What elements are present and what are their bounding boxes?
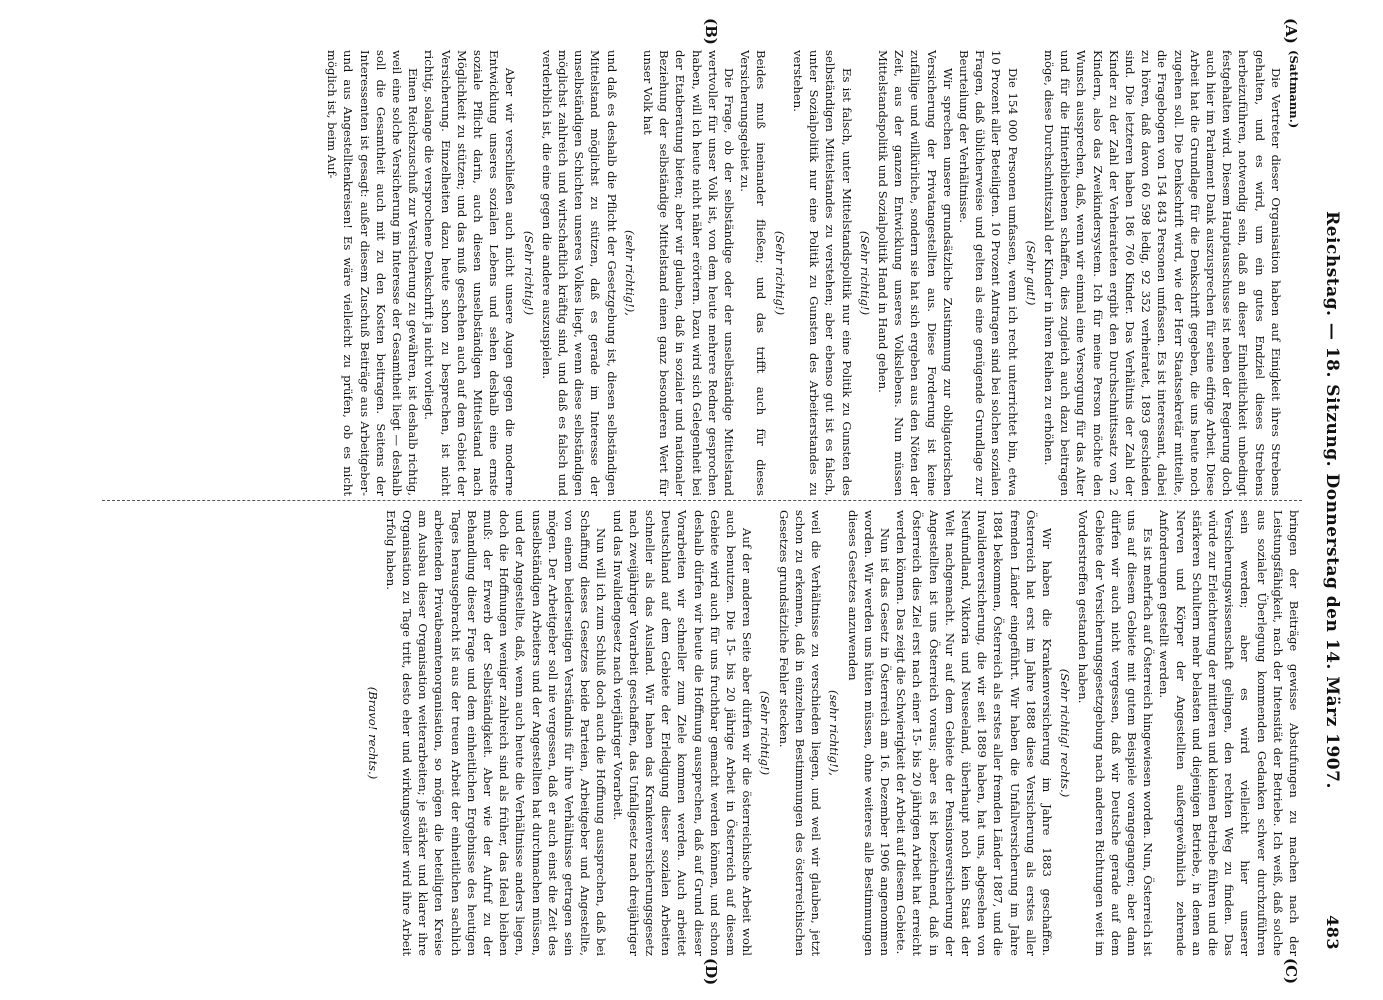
document-page — [60, 0, 1360, 1000]
interjection: (Sehr gut!) — [1023, 240, 1038, 306]
interjection: (Sehr richtig!) — [758, 690, 773, 776]
paragraph: Nun will ich zum Schluß doch auch die Hoffnung aussprechen, daß bei Schaffung dieses Gesetzes beide Parteien, Arbeitgeber und Angestellte, von einem beiderseitigen Verständnis für ihre Verhältnisse getragen sein mögen. Der Arbeitgeber soll nie vergessen, daß er auch einst die Zeit des unselbständigen Arbeiters und der Angestellten hat durchmachen müssen, und der Angestellte, daß, wenn auch heute die Verhältnisse anders liegen, doch die Hoffnungen weniger zahlreich sind als früher, das Ideal bleiben muß: der Erwerb der Selbständigkeit. Aber wie der Aufruf zu der Behandlung dieser Frage und dem einheitlichen Ergebnisse des heutigen Tages herausgebracht ist aus der treuen Arbeit der einheitlichen sachlich arbeitenden Privatbeamtenorganisation, so mögen die beteiligten Kreise am Ausbau dieser Organisation weiterarbeiten; je stärker und klarer ihre Organisation zu Tage tritt, desto eher und wirkungsvoller wird ihre Arbeit Erfolg haben. — [383, 510, 609, 956]
paragraph: Beides muß ineinander fließen; und das trifft auch für dieses Versicherungsgebiet zu. — [738, 50, 769, 496]
left-column — [324, 50, 1302, 496]
closing-interjection: (Bravo! rechts.) — [365, 686, 380, 780]
paragraph: Einen Reichszuschuß zur Versicherung zu gewähren, ist deshalb richtig, weil eine solche Versicherung im Interesse der Gesamtheit liegt — deshalb soll die Gesamtheit auch mit zu den Kosten beitragen. Seitens der Interessenten ist gesagt: außer diesem Zuschuß Beiträge aus Arbeitgeber- und aus Angestelltenkreisen! Es wäre vielleicht zu prüfen, ob es nicht möglich ist, beim Auf- — [325, 50, 421, 496]
paragraph: Es ist falsch, unter Mittelstandspolitik nur eine Politik zu Gunsten des selbständigen Mittelstandes zu verstehen; aber ebenso gut ist es falsch, unter Sozialpolitik nur eine Politik zu Gunsten des Arbeiterstandes zu verstehen. — [790, 50, 854, 496]
interjection: (sehr richtig!), — [827, 690, 842, 776]
interjection: (Sehr richtig! rechts.) — [1058, 668, 1073, 798]
interjection: (Sehr richtig!) — [857, 230, 872, 316]
column-divider — [102, 500, 1302, 501]
paragraph: und daß es deshalb die Pflicht der Gesetzgebung ist, diesen selbständigen Mittelstand möglichst zu stützen, daß es gerade im Interesse der unselbständigen Schichten unseres Volkes liegt, wenn diese selbständigen möglichst zahlreich und wirtschaftlich kräftig sind, und daß es falsch und verderblich ist, die eine gegen die andere auszuspielen. — [539, 50, 619, 496]
speaker-name: (Sattmann.) — [1287, 50, 1301, 129]
paragraph: Aber wir verschließen auch nicht unsere Augen gegen die moderne Entwicklung unseres sozialen Lebens und sehen deshalb eine ernste soziale Pflicht darin, auch diesen unselbständigen Mittelstand nach Möglichkeit zu stützen; und das muß geschehen auch auf dem Gebiet der Versicherung. Einzelheiten dazu heute schon zu besprechen, ist nicht richtig, solange die versprochene Denkschrift ja nicht vorliegt. — [422, 50, 518, 496]
paragraph: bringen der Beiträge gewisse Abstufungen zu machen nach der Leistungsfähigkeit, nach der Intensität der Betriebe. Ich weiß, daß solche aus sozialer Überlegung kommenden Gedanken schwer durchzuführen sein werden; aber es wird vielleicht hier unserer Versicherungswissenschaft gelingen, den rechten Weg zu finden. Das würde zur Erleichterung der mittleren und kleinen Betriebe führen und die stärkeren Schultern mehr belasten und diejenigen Betriebe, in denen an Nerven und Körper der Angestellten außergewöhnlich zehrende Anforderungen gestellt werden. — [1157, 510, 1301, 956]
interjection: (Sehr richtig!) — [521, 230, 536, 316]
interjection: (Sehr richtig!) — [772, 230, 787, 316]
page-number: 483 — [1323, 915, 1342, 950]
margin-marker-a: (A) — [1282, 18, 1300, 44]
paragraph: Nun ist das Gesetz in Österreich am 16. Dezember 1906 angenommen worden. Wir werden uns hüten müssen, ohne weiteres alle Bestimmungen dieses Gesetzes anzuwenden — [845, 510, 892, 956]
paragraph: Die Frage, ob der selbständige oder der unselbständige Mittelstand wertvoller für unser Volk ist, von dem heute mehrere Redner gesprochen haben, will ich heute nicht näher erörtern. Dazu wird sich Gelegenheit bei der Etatberatung bieten; aber wir glauben, daß in sozialer und nationaler Beziehung der selbständige Mittelstand einen ganz besonderen Wert für unser Volk hat — [641, 50, 737, 496]
paragraph: Die Vertreter dieser Organisation haben auf Einigkeit ihres Strebens gehalten, und es wird, um ein gutes Endziel dieses Strebens herbeizuführen, notwendig sein, daß an dieser Einheitlichkeit unbedingt festgehalten wird. Diesem Hauptausschusse ist neben der Regierung doch auch hier im Parlament Dank auszusprechen für seine eifrige Arbeit. Diese Arbeit hat die Grundlage für die Denkschrift gegeben, die uns heute noch zugehen soll. Die Denkschrift wird, wie der Herr Staatssekretär mitteilte, die Fragebogen von 154 843 Personen umfassen. Es ist interessant, dabei zu hören, daß davon 60 598 ledig, 92 352 verheiratet, 1893 geschieden sind. Die letzteren haben 186 760 Kinder. Das Verhältnis der Zahl der Kinder zu der Zahl der Verheirateten ergibt den Durchschnittssatz von 2 Kindern, also das Zweikindersystem. Ich für meine Person möchte den Wunsch aussprechen, daß, wenn wir einmal eine Versorgung für das Alter und für die Hinterbliebenen schaffen, dies zugleich auch dazu beitragen möge, diese Durchschnittszahl der Kinder in ihren Reihen zu erhöhen. — [1041, 50, 1283, 496]
right-column — [362, 510, 1302, 956]
margin-marker-d: (D) — [702, 958, 720, 986]
margin-marker-b: (B) — [702, 18, 720, 45]
paragraph: Die 154 000 Personen umfassen, wenn ich recht unterrichtet bin, etwa 10 Prozent aller Beteiligten. 10 Prozent Antragen sind bei solchen sozialen Fragen, daß üblicherweise und gelten als eine genügende Grundlage zur Beurteilung der Verhältnisse. — [956, 50, 1020, 496]
page-header — [1312, 50, 1342, 950]
paragraph: Wir haben die Krankenversicherung im Jahre 1883 geschaffen. Österreich hat erst im Jahre 1888 diese Versicherung als erstes aller fremden Länder eingeführt. Wir haben die Unfallversicherung im Jahre 1884 bekommen, Österreich als erstes aller fremden Länder 1887, und die Invalidenversicherung, die wir seit 1889 haben, hat uns, abgesehen von Neufundland, Viktoria und Neuseeland, überhaupt noch kein Staat der Welt nachgemacht. Nur auf dem Gebiete der Pensionsversicherung der Angestellten ist uns Österreich voraus; aber es ist bezeichnend, daß in Österreich dies Ziel erst nach einer 15- bis 20 jährigen Arbeit hat erreicht werden können. Das zeigt die Schwierigkeit der Arbeit auf diesem Gebiete. — [894, 510, 1054, 956]
interjection: (sehr richtig!), — [622, 230, 637, 316]
page-title: Reichstag. — 18. Sitzung. Donnerstag den 14. März 1907. — [1322, 211, 1342, 789]
paragraph: Auf der anderen Seite aber dürfen wir die österreichische Arbeit wohl auch benutzen. Die 15- bis 20 jährige Arbeit in Österreich auf diesem Gebiete wird auch für uns fruchtbar gemacht werden können, und schon deshalb dürfen wir heute die Hoffnung aussprechen, daß auf Grund dieser Vorarbeiten wir schneller zum Ziele kommen werden. Auch arbeitet Deutschland auf dem Gebiete der Erledigung dieser sozialen Arbeiten schneller als das Ausland. Wir haben das Krankenversicherungsgesetz nach zweijähriger Vorarbeit geschaffen, das Unfallgesetz nach dreijähriger und das Invalidengesetz nach vierjähriger Vorarbeit. — [610, 510, 755, 956]
paragraph: weil die Verhältnisse zu verschieden liegen, und weil wir glauben, jetzt schon zu erkennen, daß in einzelnen Bestimmungen des österreichischen Gesetzes grundsätzliche Fehler stecken. — [776, 510, 824, 956]
margin-marker-c: (C) — [1282, 958, 1300, 985]
paragraph: Es ist mehrfach auf Österreich hingewiesen worden. Nun, Österreich ist uns auf diesem Gebiete mit gutem Beispiele vorangegangen; aber dann dürfen wir auch nicht vergessen, daß wir Deutsche gerade auf dem Gebiete der Versicherungsgesetzgebung nach anderen Richtungen weit im Vorderstreffen gestanden haben. — [1076, 510, 1156, 956]
paragraph: Wir sprechen unsere grundsätzliche Zustimmung zur obligatorischen Versicherung der Privatangestellten aus. Diese Forderung ist keine zufällige und willkürliche, sondern sie hat sich ergeben aus den Nöten der Zeit, aus der ganzen Entwicklung unseres Volkslebens. Nun müssen Mittelstandspolitik und Sozialpolitik Hand in Hand gehen. — [875, 50, 955, 496]
